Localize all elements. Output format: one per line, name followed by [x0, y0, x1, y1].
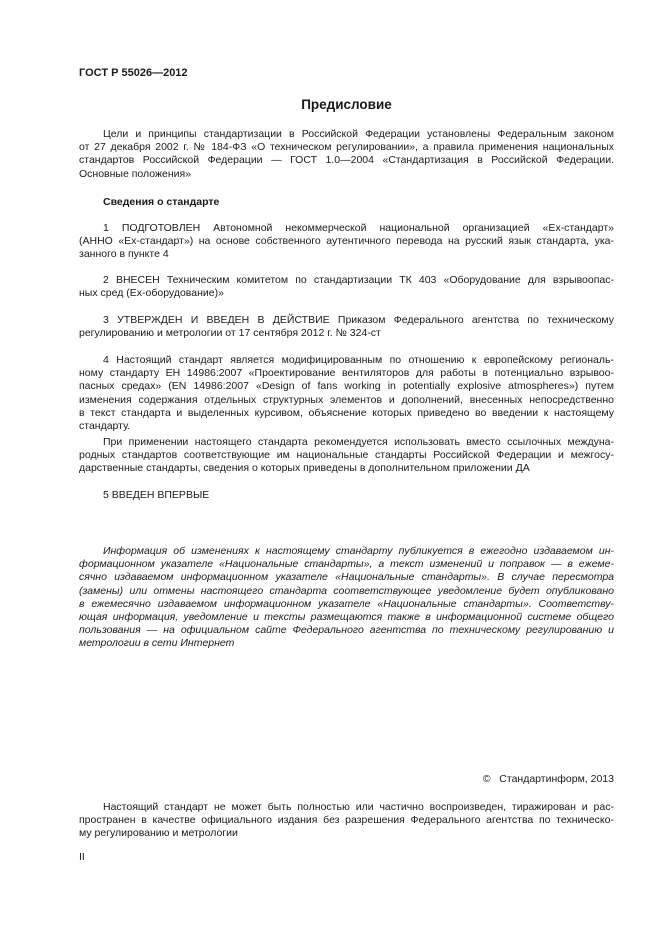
- item-line: регулированию и метрологии от 17 сентября 2012 г. № 324-ст: [79, 327, 381, 340]
- rights-line: Настоящий стандарт не может быть полностью или частично воспроизведен, тиражирован и рас-: [103, 801, 614, 813]
- item-line: дарственные стандарты, сведения о которых приведены в дополнительном приложении ДА: [79, 462, 530, 475]
- notice-line: сячно издаваемом информационном указателе «Национальные стандарты». В случае пересмотра: [79, 571, 614, 584]
- item-line: пасных средах» (EN 14986:2007 «Design of fans working in potentially explosive atmospheres») путем: [79, 380, 614, 393]
- item-line: При применении настоящего стандарта рекомендуется использовать вместо ссылочных междуна-: [103, 436, 614, 448]
- item-line: ному стандарту ЕН 14986:2007 «Проектирование вентиляторов для работы в потенциально взрывоо-: [79, 367, 614, 380]
- intro-line: Основные положения»: [79, 167, 192, 180]
- rights-paragraph: [79, 801, 614, 841]
- item-line: стандарту.: [79, 420, 131, 433]
- item-1: [79, 222, 614, 262]
- intro-line: стандартов Российской Федерации — ГОСТ 1.0—2004 «Стандартизация в Российской Федерации.: [79, 154, 614, 167]
- item-line: занного в пункте 4: [79, 248, 169, 261]
- page-number: II: [79, 851, 85, 863]
- references-note: [79, 436, 614, 476]
- item-line: 4 Настоящий стандарт является модифицированным по отношению к европейскому региональ-: [103, 354, 614, 366]
- document-code: ГОСТ Р 55026—2012: [79, 67, 188, 79]
- notice-line: метрологии в сети Интернет: [79, 637, 235, 650]
- item-line: 2 ВНЕСЕН Техническим комитетом по стандартизации ТК 403 «Оборудование для взрывоопас-: [103, 274, 614, 286]
- rights-line: пространен в качестве официального издания без разрешения Федерального агентства по техническо-: [79, 814, 614, 827]
- item-4: [79, 354, 614, 433]
- notice-line: в ежемесячно издаваемом информационном указателе «Национальные стандарты». Соответству-: [79, 597, 614, 610]
- notice-line: (замены) или отмены настоящего стандарта соответствующее уведомление будет опубликовано: [79, 584, 614, 597]
- intro-paragraph: [79, 128, 614, 181]
- item-line: родных стандартов соответствующие им национальные стандарты Российской Федерации и межгосу-: [79, 449, 614, 462]
- copyright-line: © Стандартинформ, 2013: [482, 773, 614, 785]
- notice-line: Информация об изменениях к настоящему стандарту публикуется в ежегодно издаваемом ин-: [103, 545, 614, 557]
- item-2: [79, 274, 614, 300]
- notice-line: формационном указателе «Национальные стандарты», а текст изменений и поправок — в ежеме-: [79, 558, 614, 571]
- amendments-notice: [79, 545, 614, 651]
- item-line: 3 УТВЕРЖДЕН И ВВЕДЕН В ДЕЙСТВИЕ Приказом Федерального агентства по техническому: [103, 314, 614, 326]
- item-line: ных сред (Ех-оборудование)»: [79, 287, 224, 300]
- notice-line: ющая информация, уведомление и тексты размещаются также в информационной системе общего: [79, 611, 614, 624]
- item-line: в текст стандарта и выделенных курсивом, объяснение которых приведено во введении к настоящему: [79, 406, 614, 419]
- intro-line: Цели и принципы стандартизации в Российской Федерации установлены Федеральным законом: [103, 128, 614, 140]
- item-5: [79, 489, 614, 502]
- item-line: (АННО «Ех-стандарт») на основе собственного аутентичного перевода на русский язык стандарта, ука-: [79, 235, 614, 248]
- item-line: изменения содержания отдельных структурных элементов и дополнений, внесенных непосредственно: [79, 393, 614, 406]
- section-heading: Сведения о стандарте: [103, 196, 220, 208]
- page-title: Предисловие: [301, 97, 392, 112]
- item-line: 5 ВВЕДЕН ВПЕРВЫЕ: [103, 489, 210, 501]
- intro-line: от 27 декабря 2002 г. № 184-ФЗ «О техническом регулировании», а правила применения национальных: [79, 141, 614, 154]
- item-line: 1 ПОДГОТОВЛЕН Автономной некоммерческой национальной организацией «Ех-стандарт»: [103, 222, 614, 234]
- notice-line: пользования — на официальном сайте Федерального агентства по техническому регулированию и: [79, 624, 614, 637]
- item-3: [79, 314, 614, 340]
- rights-line: му регулированию и метрологии: [79, 827, 238, 840]
